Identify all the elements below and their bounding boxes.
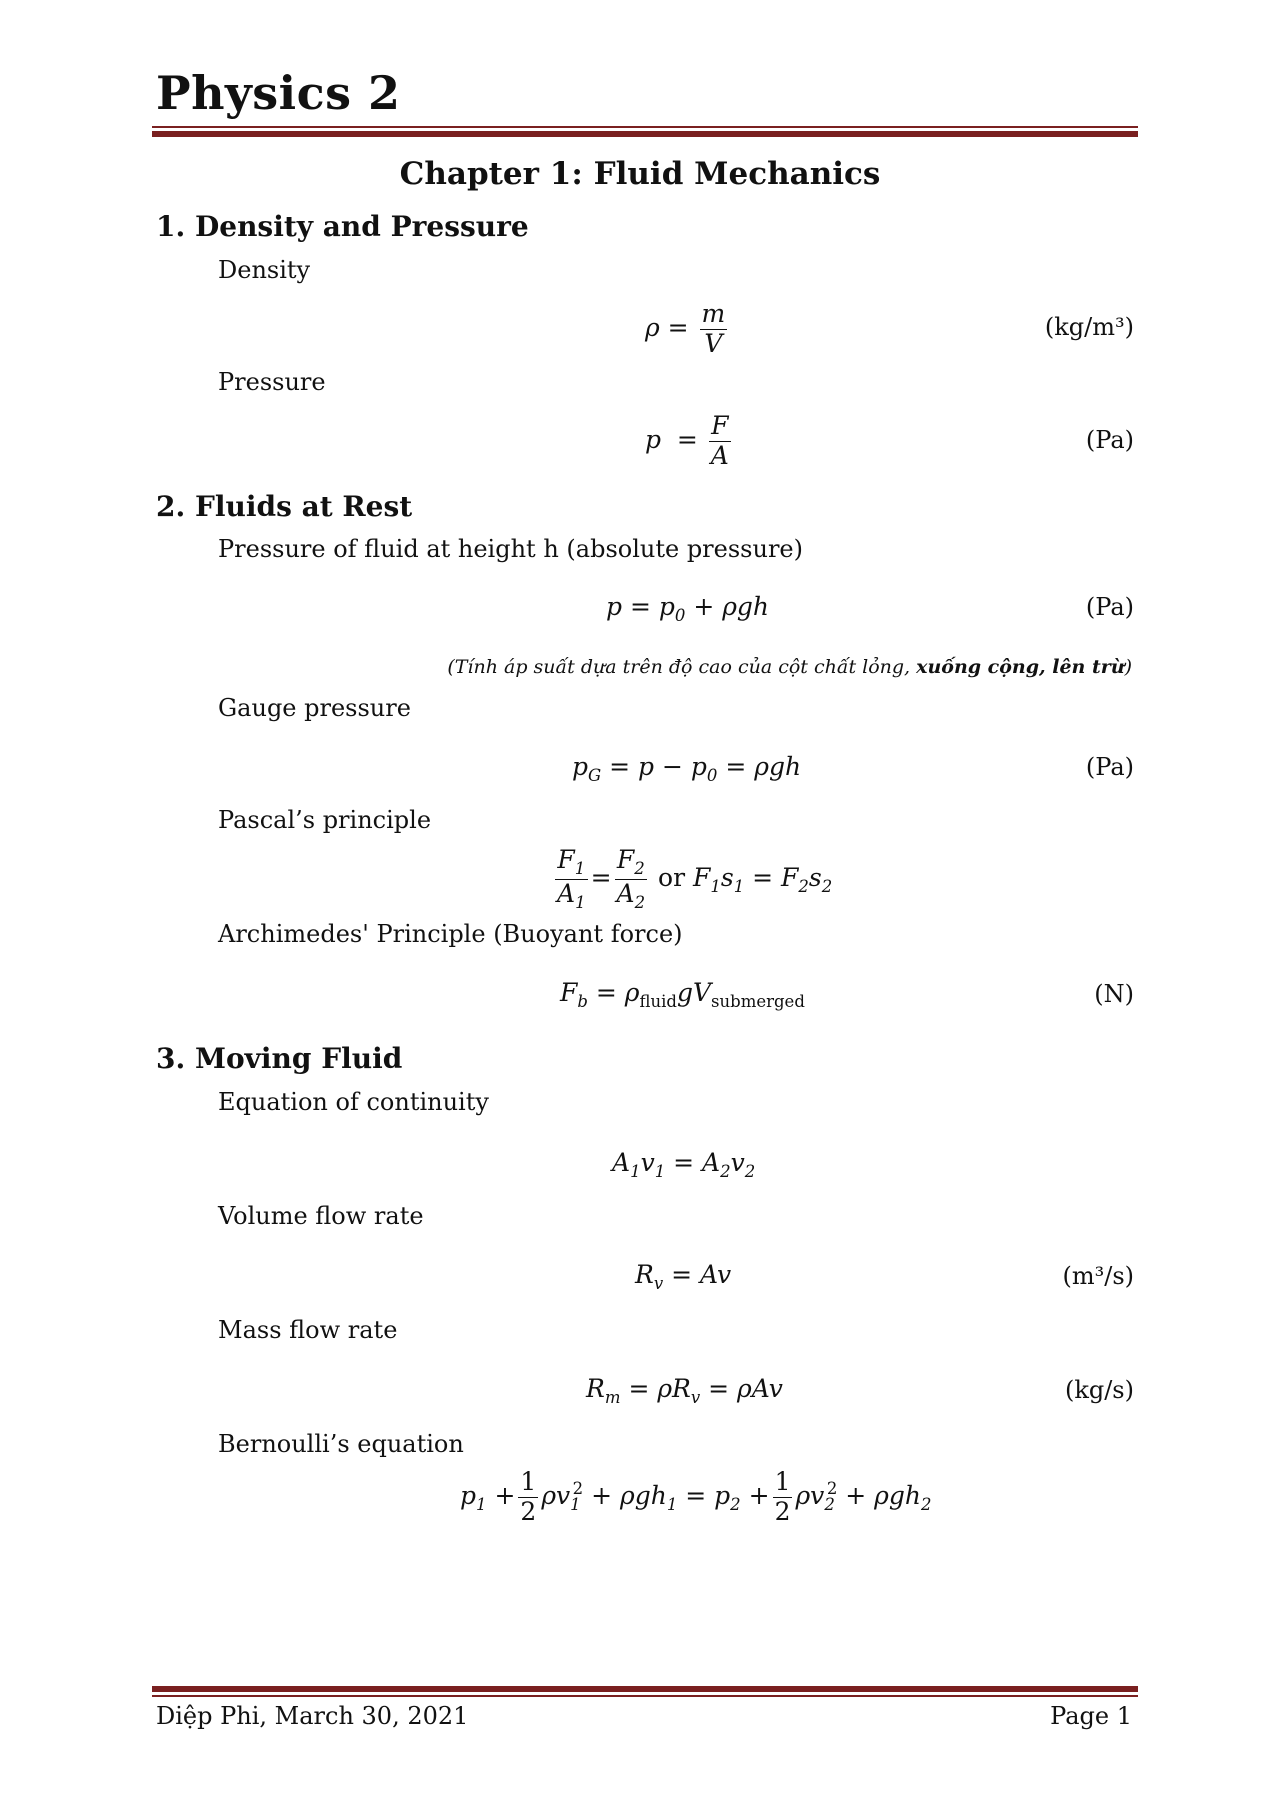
label-pressure-height: Pressure of fluid at height h (absolute pressure) xyxy=(218,535,803,563)
section-heading-moving-fluid: 3. Moving Fluid xyxy=(156,1042,403,1075)
unit-mass-flow: (kg/s) xyxy=(1064,1376,1134,1404)
unit-density: (kg/m³) xyxy=(1044,313,1134,341)
note-height-rule: (Tính áp suất dựa trên độ cao của cột chất lỏng, xuống cộng, lên trừ) xyxy=(447,656,1132,678)
label-mass-flow: Mass flow rate xyxy=(218,1316,398,1344)
equation-bernoulli: $p_1$ + $\frac{1}{2}$ $\rho v_1^2 + \rho gh_1 = p_2$ + $\frac{1}{2}$ $\rho v_2^2 + \rho gh_2$ xyxy=(460,1467,932,1526)
label-pascal: Pascal’s principle xyxy=(218,806,432,834)
label-volume-flow: Volume flow rate xyxy=(218,1202,424,1230)
equation-continuity: $A_1v_1 = A_2v_2$ xyxy=(612,1148,756,1181)
label-bernoulli: Bernoulli’s equation xyxy=(218,1430,464,1458)
label-gauge: Gauge pressure xyxy=(218,694,411,722)
footer-rule xyxy=(152,1686,1138,1697)
label-density: Density xyxy=(218,256,311,284)
equation-absolute-pressure: $p = p_0 + \rho gh$ xyxy=(606,592,770,625)
unit-gauge-pressure: (Pa) xyxy=(1085,753,1134,781)
footer-page-number: Page 1 xyxy=(1050,1702,1132,1730)
chapter-title: Chapter 1: Fluid Mechanics xyxy=(399,156,881,192)
label-continuity: Equation of continuity xyxy=(218,1088,489,1116)
equation-density: ρ = $\frac{m}{V}$ xyxy=(645,299,726,358)
unit-pressure: (Pa) xyxy=(1085,426,1134,454)
footer-author-date: Diệp Phi, March 30, 2021 xyxy=(156,1702,469,1730)
section-heading-density-pressure: 1. Density and Pressure xyxy=(156,210,529,243)
equation-volume-flow: $R_v = Av$ xyxy=(635,1260,732,1293)
label-pressure: Pressure xyxy=(218,368,326,396)
unit-absolute-pressure: (Pa) xyxy=(1085,593,1134,621)
equation-pascal: $\frac{F_1}{A_1}$ = $\frac{F_2}{A_2}$ or $F_1s_1 = F_2s_2$ xyxy=(557,845,833,912)
section-heading-fluids-at-rest: 2. Fluids at Rest xyxy=(156,490,413,523)
equation-buoyant-force: $F_b = \rho_{fluid}gV_{submerged}$ xyxy=(560,978,805,1011)
unit-buoyant-force: (N) xyxy=(1094,980,1134,1008)
unit-volume-flow: (m³/s) xyxy=(1062,1262,1134,1290)
header-rule xyxy=(152,126,1138,137)
equation-gauge-pressure: $p_G = p - p_0 = \rho gh$ xyxy=(572,752,802,785)
equation-mass-flow: $R_m = \rho R_v = \rho Av$ xyxy=(586,1374,783,1407)
document-title: Physics 2 xyxy=(156,66,401,120)
equation-pressure: p = $\frac{F}{A}$ xyxy=(645,411,729,470)
label-archimedes: Archimedes' Principle (Buoyant force) xyxy=(218,920,683,948)
